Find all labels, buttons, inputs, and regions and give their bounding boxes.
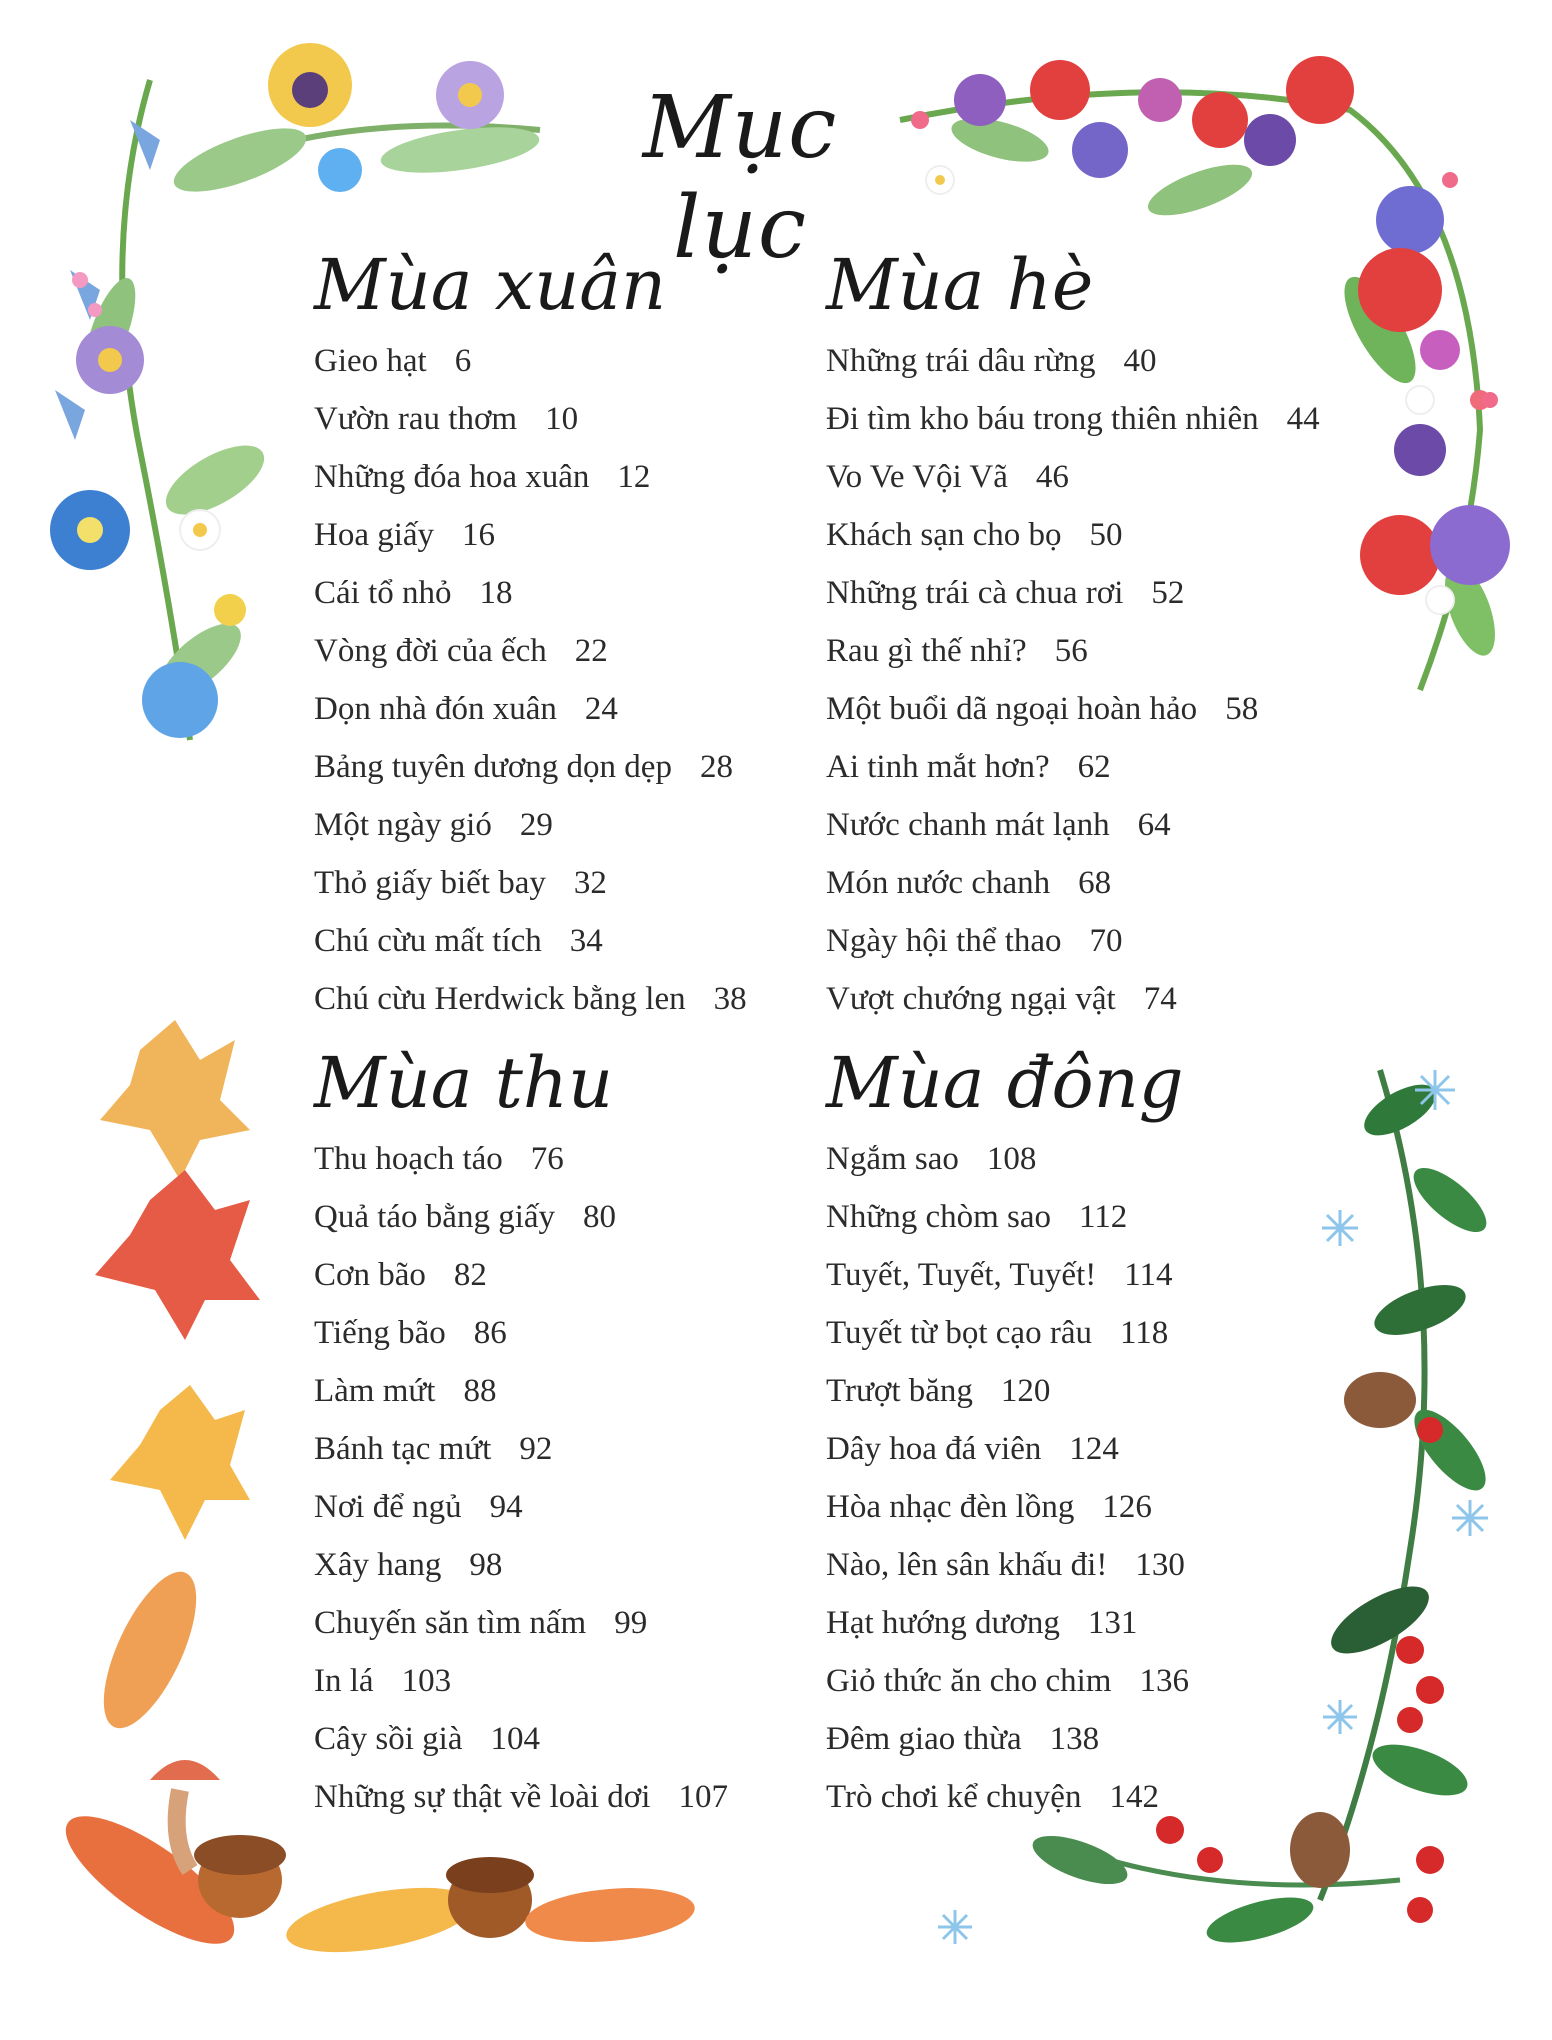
toc-entry-page: 70	[1089, 923, 1123, 959]
toc-entry[interactable]	[826, 332, 1386, 390]
toc-entry-page: 92	[519, 1431, 553, 1467]
toc-entry-page: 120	[1000, 1373, 1051, 1409]
toc-entry-page: 10	[545, 401, 579, 437]
toc-entry[interactable]	[826, 680, 1386, 738]
toc-entry-title: Những đóa hoa xuân	[314, 459, 590, 495]
toc-entry-title: Hạt hướng dương	[826, 1605, 1060, 1641]
toc-entry-page: 64	[1137, 807, 1171, 843]
toc-entry-page: 88	[463, 1373, 497, 1409]
toc-entry-title: Tiếng bão	[314, 1315, 446, 1351]
toc-entry-title: Một buổi dã ngoại hoàn hảo	[826, 691, 1198, 727]
toc-entry[interactable]	[314, 506, 874, 564]
toc-entry-page: 107	[678, 1779, 728, 1815]
toc-entry[interactable]	[314, 332, 874, 390]
toc-entry[interactable]	[826, 1304, 1386, 1362]
toc-entry-title: Cái tổ nhỏ	[314, 575, 452, 611]
toc-entry[interactable]	[826, 738, 1386, 796]
toc-entry-title: Đi tìm kho báu trong thiên nhiên	[826, 401, 1259, 437]
toc-entry[interactable]	[826, 1536, 1386, 1594]
toc-entry-page: 18	[479, 575, 513, 611]
toc-entry-page: 86	[473, 1315, 507, 1351]
toc-entry-title: Vượt chướng ngại vật	[826, 981, 1116, 1017]
toc-entry[interactable]	[314, 1362, 874, 1420]
toc-entry-page: 142	[1109, 1779, 1159, 1815]
toc-entry-page: 56	[1054, 633, 1088, 669]
toc-entry-title: Chú cừu Herdwick bằng len	[314, 981, 686, 1017]
toc-entry-title: Vo Ve Vội Vã	[826, 459, 1008, 495]
toc-entry-page: 44	[1286, 401, 1320, 437]
toc-entry-page: 104	[490, 1721, 540, 1757]
toc-entry-page: 130	[1135, 1547, 1185, 1583]
toc-entry-page: 80	[583, 1199, 617, 1235]
toc-entry-page: 50	[1089, 517, 1123, 553]
toc-entry-title: Ngày hội thể thao	[826, 923, 1062, 959]
toc-entry-title: Chú cừu mất tích	[314, 923, 542, 959]
section-heading-winter: Mùa đông	[826, 1042, 1184, 1124]
toc-entry[interactable]	[314, 912, 874, 970]
toc-entry-title: Gieo hạt	[314, 343, 427, 379]
toc-entry-page: 62	[1077, 749, 1111, 785]
toc-entry[interactable]	[826, 1420, 1386, 1478]
toc-entry-page: 112	[1079, 1199, 1128, 1235]
toc-entry-title: Chuyến săn tìm nấm	[314, 1605, 587, 1641]
toc-entry-title: Những trái cà chua rơi	[826, 575, 1124, 611]
toc-entry-page: 46	[1035, 459, 1069, 495]
toc-entry-title: Giỏ thức ăn cho chim	[826, 1663, 1112, 1699]
toc-entry-title: Những sự thật về loài dơi	[314, 1779, 651, 1815]
toc-entry[interactable]	[826, 506, 1386, 564]
toc-entry[interactable]	[826, 1362, 1386, 1420]
toc-entry[interactable]	[826, 1478, 1386, 1536]
toc-entry[interactable]	[314, 1768, 874, 1826]
toc-entry-page: 103	[401, 1663, 452, 1699]
toc-entry-title: Đêm giao thừa	[826, 1721, 1022, 1757]
toc-entry[interactable]	[826, 1246, 1386, 1304]
toc-entry[interactable]	[826, 390, 1386, 448]
toc-entry-title: Vườn rau thơm	[314, 401, 518, 437]
toc-entry-title: Làm mứt	[314, 1373, 436, 1409]
toc-entry[interactable]	[826, 1768, 1386, 1826]
toc-entry[interactable]	[314, 680, 874, 738]
toc-entry-page: 76	[530, 1141, 564, 1177]
toc-entry-title: Xây hang	[314, 1547, 442, 1583]
toc-entry[interactable]	[314, 970, 874, 1028]
toc-entry-title: Món nước chanh	[826, 865, 1051, 901]
page-title: Mục lục	[642, 78, 838, 278]
toc-entry-title: Tuyết từ bọt cạo râu	[826, 1315, 1092, 1351]
toc-entry[interactable]	[826, 1594, 1386, 1652]
toc-entry[interactable]	[314, 564, 874, 622]
toc-entry-page: 24	[584, 691, 618, 727]
toc-entry[interactable]	[826, 912, 1386, 970]
toc-entry-page: 74	[1143, 981, 1177, 1017]
section-heading-spring: Mùa xuân	[314, 244, 667, 326]
toc-entry-title: Hoa giấy	[314, 517, 435, 553]
toc-entry-title: Một ngày gió	[314, 807, 492, 843]
toc-entry-page: 52	[1151, 575, 1185, 611]
toc-entry-page: 126	[1102, 1489, 1152, 1525]
toc-list-winter	[826, 1130, 1386, 1826]
toc-entry[interactable]	[314, 1652, 874, 1710]
toc-entry[interactable]	[314, 1536, 874, 1594]
toc-entry-title: Nơi để ngủ	[314, 1489, 462, 1525]
toc-entry[interactable]	[826, 1710, 1386, 1768]
toc-entry[interactable]	[826, 970, 1386, 1028]
toc-entry-title: Thu hoạch táo	[314, 1141, 503, 1177]
toc-entry-title: Thỏ giấy biết bay	[314, 865, 546, 901]
toc-entry-title: Vòng đời của ếch	[314, 633, 547, 669]
toc-entry-title: In lá	[314, 1663, 374, 1699]
section-heading-autumn: Mùa thu	[314, 1042, 614, 1124]
toc-entry[interactable]	[826, 1130, 1386, 1188]
toc-entry-page: 138	[1049, 1721, 1100, 1757]
toc-entry-title: Trò chơi kể chuyện	[826, 1779, 1082, 1815]
toc-entry-title: Tuyết, Tuyết, Tuyết!	[826, 1257, 1097, 1293]
toc-entry-page: 34	[569, 923, 603, 959]
toc-entry-page: 94	[489, 1489, 523, 1525]
toc-entry-title: Dây hoa đá viên	[826, 1431, 1042, 1467]
toc-entry[interactable]	[314, 738, 874, 796]
toc-entry-page: 28	[699, 749, 733, 785]
toc-entry[interactable]	[314, 796, 874, 854]
section-spring	[314, 240, 874, 1028]
toc-entry[interactable]	[826, 448, 1386, 506]
toc-list-autumn	[314, 1130, 874, 1826]
toc-entry[interactable]	[826, 1652, 1386, 1710]
toc-entry-title: Hòa nhạc đèn lồng	[826, 1489, 1075, 1525]
toc-entry[interactable]	[826, 622, 1386, 680]
toc-entry-page: 99	[614, 1605, 648, 1641]
toc-entry-page: 82	[453, 1257, 487, 1293]
toc-entry-page: 108	[986, 1141, 1037, 1177]
toc-entry[interactable]	[826, 564, 1386, 622]
toc-entry-page: 114	[1124, 1257, 1173, 1293]
toc-entry[interactable]	[314, 1594, 874, 1652]
toc-entry-page: 29	[519, 807, 553, 843]
toc-entry[interactable]	[826, 796, 1386, 854]
toc-entry-page: 68	[1078, 865, 1112, 901]
toc-entry[interactable]	[314, 390, 874, 448]
toc-entry-page: 131	[1087, 1605, 1138, 1641]
toc-entry[interactable]	[826, 854, 1386, 912]
toc-entry-title: Những trái dâu rừng	[826, 343, 1096, 379]
toc-entry-title: Dọn nhà đón xuân	[314, 691, 557, 727]
toc-entry[interactable]	[314, 622, 874, 680]
toc-entry-page: 38	[713, 981, 747, 1017]
toc-entry-page: 32	[573, 865, 607, 901]
toc-entry-title: Khách sạn cho bọ	[826, 517, 1062, 553]
toc-entry-title: Nào, lên sân khấu đi!	[826, 1547, 1108, 1583]
toc-entry[interactable]	[314, 1130, 874, 1188]
toc-entry-title: Quả táo bằng giấy	[314, 1199, 556, 1235]
toc-entry-page: 6	[454, 343, 472, 379]
toc-entry-page: 40	[1123, 343, 1157, 379]
toc-entry-title: Ngắm sao	[826, 1141, 959, 1177]
toc-entry-title: Ai tinh mắt hơn?	[826, 749, 1050, 785]
toc-entry[interactable]	[314, 854, 874, 912]
toc-list-spring	[314, 332, 874, 1028]
toc-entry[interactable]	[826, 1188, 1386, 1246]
toc-entry-page: 136	[1139, 1663, 1189, 1699]
toc-entry-title: Bảng tuyên dương dọn dẹp	[314, 749, 672, 785]
toc-entry[interactable]	[314, 1420, 874, 1478]
toc-entry-page: 16	[462, 517, 496, 553]
toc-entry[interactable]	[314, 1246, 874, 1304]
toc-entry[interactable]	[314, 1304, 874, 1362]
section-autumn	[314, 1038, 874, 1826]
toc-entry-page: 118	[1119, 1315, 1169, 1351]
section-heading-summer: Mùa hè	[826, 244, 1094, 326]
toc-entry-title: Rau gì thế nhỉ?	[826, 633, 1027, 669]
toc-entry-page: 98	[469, 1547, 503, 1583]
toc-list-summer	[826, 332, 1386, 1028]
toc-entry-page: 22	[574, 633, 608, 669]
toc-entry-title: Nước chanh mát lạnh	[826, 807, 1110, 843]
toc-entry-title: Cây sồi già	[314, 1721, 463, 1757]
toc-entry-title: Bánh tạc mứt	[314, 1431, 492, 1467]
toc-entry[interactable]	[314, 1188, 874, 1246]
toc-entry[interactable]	[314, 1478, 874, 1536]
toc-entry[interactable]	[314, 1710, 874, 1768]
section-summer	[826, 240, 1386, 1028]
toc-entry-page: 58	[1225, 691, 1259, 727]
toc-entry-title: Cơn bão	[314, 1257, 426, 1293]
toc-entry-page: 124	[1069, 1431, 1119, 1467]
toc-entry-page: 12	[617, 459, 651, 495]
section-winter	[826, 1038, 1386, 1826]
toc-entry-title: Những chòm sao	[826, 1199, 1052, 1235]
toc-entry-title: Trượt băng	[826, 1373, 973, 1409]
toc-entry[interactable]	[314, 448, 874, 506]
